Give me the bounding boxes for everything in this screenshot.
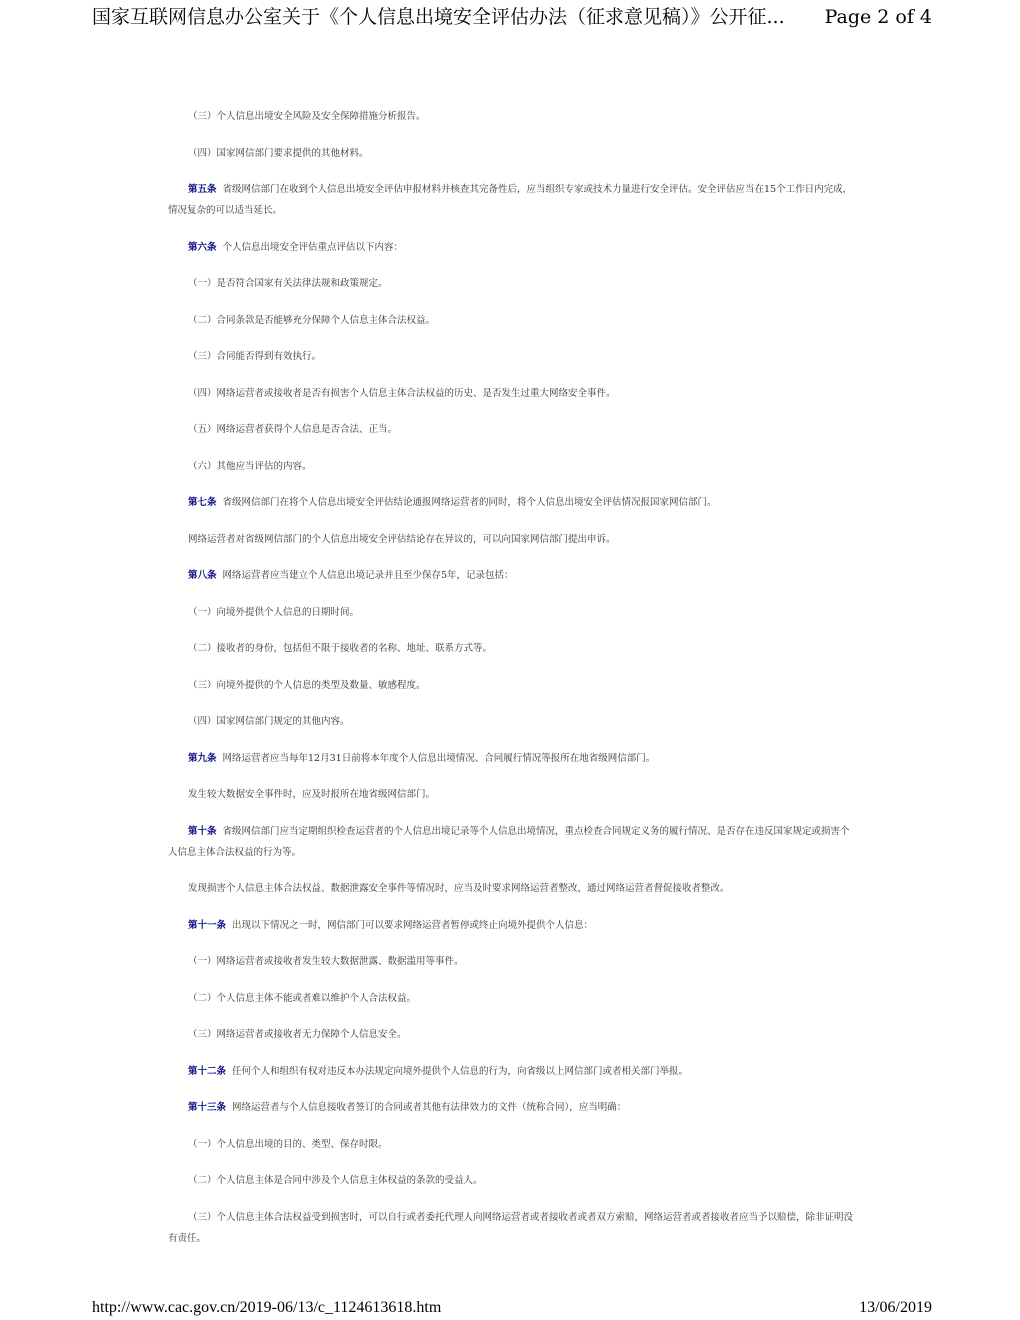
- article-number: 第十条: [188, 825, 217, 837]
- article-paragraph: [168, 1097, 858, 1118]
- clause-paragraph: [168, 1207, 858, 1249]
- article-paragraph: [168, 565, 858, 586]
- paragraph-text: 出现以下情况之一时，网信部门可以要求网络运营者暂停或终止向境外提供个人信息：: [232, 919, 594, 931]
- article-paragraph: [168, 492, 858, 513]
- clause-paragraph: [168, 419, 858, 440]
- clause-paragraph: [168, 638, 858, 659]
- page-number: Page 2 of 4: [824, 6, 932, 28]
- print-header: [92, 2, 932, 32]
- paragraph-text: （三）向境外提供的个人信息的类型及数量、敏感程度。: [188, 679, 426, 691]
- article-number: 第七条: [188, 497, 217, 508]
- paragraph-text: 省级网信部门在将个人信息出境安全评估结论通报网络运营者的同时，将个人信息出境安全评估情况报国家网信部门。: [222, 497, 717, 508]
- paragraph-text: 网络运营者应当每年12月31日前将本年度个人信息出境情况、合同履行情况等报所在地省级网信部门。: [222, 752, 656, 764]
- paragraph-text: 网络运营者应当建立个人信息出境记录并且至少保存5年，记录包括：: [222, 570, 514, 581]
- article-paragraph: [168, 748, 858, 769]
- paragraph-text: （三）合同能否得到有效执行。: [188, 351, 322, 362]
- clause-paragraph: [168, 456, 858, 477]
- source-url: http://www.cac.gov.cn/2019-06/13/c_1124613618.htm: [92, 1299, 442, 1316]
- paragraph-text: 任何个人和组织有权对违反本办法规定向境外提供个人信息的行为，向省级以上网信部门或者相关部门举报。: [232, 1065, 689, 1077]
- paragraph-text: （三）个人信息出境安全风险及安全保障措施分析报告。: [188, 111, 426, 122]
- paragraph-text: 个人信息出境安全评估重点评估以下内容：: [222, 241, 404, 253]
- clause-paragraph: [168, 1134, 858, 1155]
- paragraph-text: （一）个人信息出境的目的、类型、保存时限。: [188, 1138, 388, 1150]
- paragraph-text: （四）网络运营者或接收者是否有损害个人信息主体合法权益的历史、是否发生过重大网络安全事件。: [188, 387, 616, 399]
- clause-paragraph: [168, 310, 858, 331]
- article-paragraph: [168, 1061, 858, 1082]
- paragraph-text: （六）其他应当评估的内容。: [188, 460, 312, 472]
- paragraph-text: （二）个人信息主体不能或者难以维护个人合法权益。: [188, 992, 417, 1004]
- article-number: 第六条: [188, 241, 217, 253]
- clause-paragraph: [168, 988, 858, 1009]
- clause-paragraph: [168, 1024, 858, 1045]
- article-number: 第十三条: [188, 1102, 227, 1113]
- clause-paragraph: [168, 602, 858, 623]
- paragraph-text: （四）国家网信部门要求提供的其他材料。: [188, 147, 369, 159]
- clause-paragraph: [168, 529, 858, 550]
- article-paragraph: [168, 821, 858, 863]
- clause-paragraph: [168, 878, 858, 899]
- paragraph-text: （二）合同条款是否能够充分保障个人信息主体合法权益。: [188, 314, 436, 326]
- clause-paragraph: [168, 784, 858, 805]
- clause-paragraph: [168, 951, 858, 972]
- paragraph-text: （四）国家网信部门规定的其他内容。: [188, 716, 350, 727]
- clause-paragraph: [168, 143, 858, 164]
- paragraph-text: （三）个人信息主体合法权益受到损害时，可以自行或者委托代理人向网络运营者或者接收者或者双方索赔，网络运营者或者接收者应当予以赔偿，除非证明没有责任。: [168, 1211, 854, 1244]
- print-footer: [92, 1296, 932, 1320]
- clause-paragraph: [168, 711, 858, 732]
- clause-paragraph: [168, 383, 858, 404]
- paragraph-text: （二）个人信息主体是合同中涉及个人信息主体权益的条款的受益人。: [188, 1175, 483, 1186]
- paragraph-text: （三）网络运营者或接收者无力保障个人信息安全。: [188, 1029, 407, 1040]
- article-number: 第十二条: [188, 1065, 227, 1077]
- paragraph-text: 网络运营者对省级网信部门的个人信息出境安全评估结论存在异议的，可以向国家网信部门提出申诉。: [188, 533, 616, 545]
- paragraph-text: （一）网络运营者或接收者发生较大数据泄露、数据滥用等事件。: [188, 956, 464, 967]
- clause-paragraph: [168, 346, 858, 367]
- article-number: 第九条: [188, 752, 217, 764]
- print-date: 13/06/2019: [859, 1299, 932, 1316]
- paragraph-text: 发现损害个人信息主体合法权益、数据泄露安全事件等情况时，应当及时要求网络运营者整改，通过网络运营者督促接收者整改。: [188, 883, 730, 894]
- clause-paragraph: [168, 675, 858, 696]
- clause-paragraph: [168, 1170, 858, 1191]
- article-paragraph: [168, 179, 858, 221]
- article-number: 第十一条: [188, 919, 227, 931]
- paragraph-text: （一）是否符合国家有关法律法规和政策规定。: [188, 278, 388, 289]
- article-number: 第五条: [188, 184, 217, 195]
- clause-paragraph: [168, 106, 858, 127]
- paragraph-text: 省级网信部门应当定期组织检查运营者的个人信息出境记录等个人信息出境情况，重点检查合同规定义务的履行情况、是否存在违反国家规定或损害个人信息主体合法权益的行为等。: [168, 825, 850, 858]
- document-body: [168, 106, 858, 1264]
- article-paragraph: [168, 915, 858, 936]
- article-paragraph: [168, 237, 858, 258]
- paragraph-text: 网络运营者与个人信息接收者签订的合同或者其他有法律效力的文件（统称合同），应当明确：: [232, 1102, 627, 1113]
- paragraph-text: （五）网络运营者获得个人信息是否合法、正当。: [188, 424, 398, 435]
- paragraph-text: （二）接收者的身份，包括但不限于接收者的名称、地址、联系方式等。: [188, 643, 493, 654]
- paragraph-text: 省级网信部门在收到个人信息出境安全评估申报材料并核查其完备性后，应当组织专家或技术力量进行安全评估。安全评估应当在15个工作日内完成，情况复杂的可以适当延长。: [168, 184, 853, 216]
- clause-paragraph: [168, 273, 858, 294]
- page-title: 国家互联网信息办公室关于《个人信息出境安全评估办法（征求意见稿）》公开征...: [92, 6, 785, 28]
- article-number: 第八条: [188, 570, 217, 581]
- paragraph-text: 发生较大数据安全事件时，应及时报所在地省级网信部门。: [188, 789, 436, 800]
- paragraph-text: （一）向境外提供个人信息的日期时间。: [188, 606, 360, 618]
